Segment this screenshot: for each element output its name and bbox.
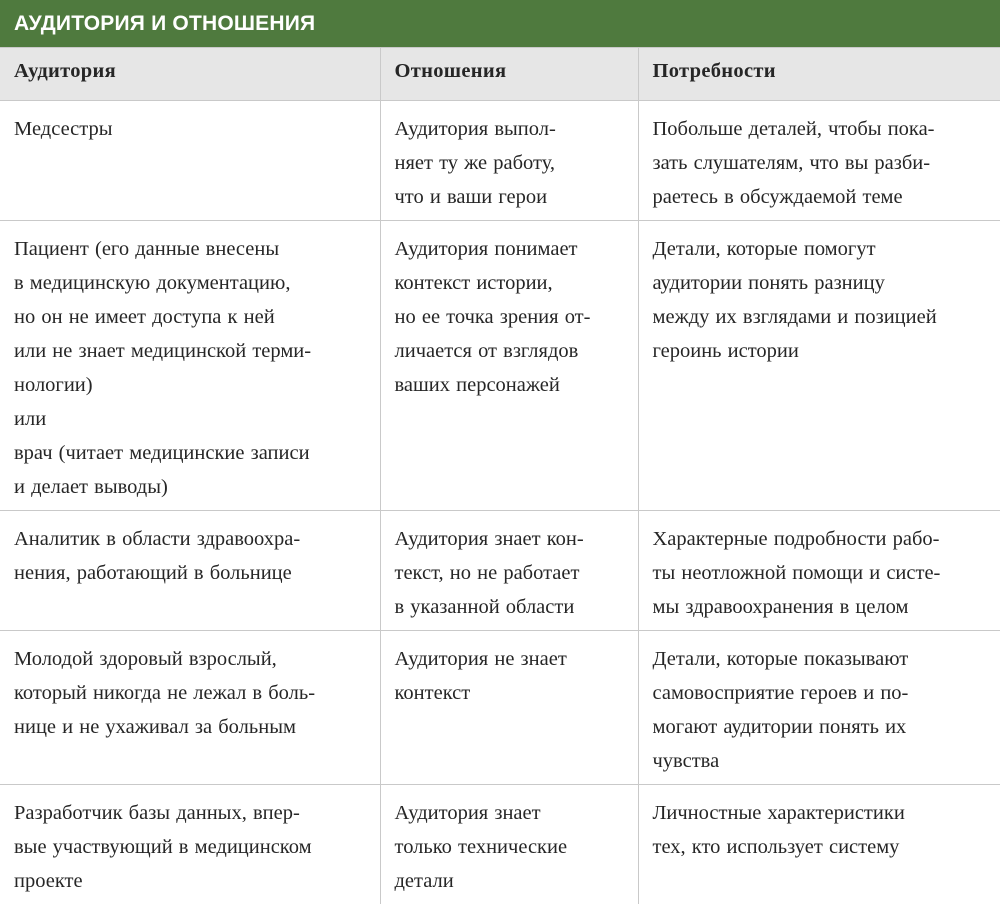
table-title: АУДИТОРИЯ И ОТНОШЕНИЯ (0, 0, 1000, 47)
cell-line: зать слушателям, что вы разби- (653, 146, 987, 180)
cell-line: детали (395, 864, 624, 898)
cell-line: контекст истории, (395, 266, 624, 300)
cell-line: в медицинскую документацию, (14, 266, 366, 300)
cell-line: аудитории понять разницу (653, 266, 987, 300)
relation-cell (380, 101, 638, 221)
cell-line: что и ваши герои (395, 180, 624, 214)
table-row (0, 785, 1000, 904)
table-row (0, 511, 1000, 631)
cell-line: или (14, 402, 366, 436)
column-header-audience: Аудитория (0, 48, 380, 101)
cell-line: Аналитик в области здравоохра- (14, 522, 366, 556)
cell-line: Разработчик базы данных, впер- (14, 796, 366, 830)
audience-cell (0, 785, 380, 904)
audience-cell (0, 631, 380, 785)
needs-cell (638, 221, 1000, 511)
cell-line: ваших персонажей (395, 368, 624, 402)
cell-line: Аудитория не знает (395, 642, 624, 676)
audience-cell (0, 511, 380, 631)
cell-line: могают аудитории понять их (653, 710, 987, 744)
cell-line: и делает выводы) (14, 470, 366, 504)
relation-cell (380, 511, 638, 631)
cell-line: текст, но не работает (395, 556, 624, 590)
table-row (0, 631, 1000, 785)
cell-line: Побольше деталей, чтобы пока- (653, 112, 987, 146)
column-header-relations: Отношения (380, 48, 638, 101)
audience-cell (0, 101, 380, 221)
cell-line: Пациент (его данные внесены (14, 232, 366, 266)
needs-cell (638, 511, 1000, 631)
cell-line: но ее точка зрения от- (395, 300, 624, 334)
audience-relations-table (0, 47, 1000, 904)
cell-line: Аудитория понимает (395, 232, 624, 266)
column-header-needs: Потребности (638, 48, 1000, 101)
cell-line: нения, работающий в больнице (14, 556, 366, 590)
cell-line: только технические (395, 830, 624, 864)
cell-line: Детали, которые показывают (653, 642, 987, 676)
cell-line: героинь истории (653, 334, 987, 368)
cell-line: няет ту же работу, (395, 146, 624, 180)
needs-cell (638, 101, 1000, 221)
relation-cell (380, 221, 638, 511)
relation-cell (380, 631, 638, 785)
cell-line: самовосприятие героев и по- (653, 676, 987, 710)
cell-line: Медсестры (14, 112, 366, 146)
cell-line: чувства (653, 744, 987, 778)
cell-line: Аудитория знает (395, 796, 624, 830)
cell-line: нологии) (14, 368, 366, 402)
needs-cell (638, 631, 1000, 785)
table-row (0, 221, 1000, 511)
table-row (0, 101, 1000, 221)
cell-line: Детали, которые помогут (653, 232, 987, 266)
cell-line: контекст (395, 676, 624, 710)
cell-line: мы здравоохранения в целом (653, 590, 987, 624)
cell-line: ты неотложной помощи и систе- (653, 556, 987, 590)
cell-line: Молодой здоровый взрослый, (14, 642, 366, 676)
cell-line: Характерные подробности рабо- (653, 522, 987, 556)
cell-line: тех, кто использует систему (653, 830, 987, 864)
cell-line: раетесь в обсуждаемой теме (653, 180, 987, 214)
cell-line: Личностные характеристики (653, 796, 987, 830)
cell-line: в указанной области (395, 590, 624, 624)
cell-line: вые участвующий в медицинском (14, 830, 366, 864)
relation-cell (380, 785, 638, 904)
cell-line: Аудитория знает кон- (395, 522, 624, 556)
cell-line: нице и не ухаживал за больным (14, 710, 366, 744)
cell-line: или не знает медицинской терми- (14, 334, 366, 368)
cell-line: но он не имеет доступа к ней (14, 300, 366, 334)
needs-cell (638, 785, 1000, 904)
audience-cell (0, 221, 380, 511)
cell-line: который никогда не лежал в боль- (14, 676, 366, 710)
cell-line: Аудитория выпол- (395, 112, 624, 146)
cell-line: личается от взглядов (395, 334, 624, 368)
cell-line: между их взглядами и позицией (653, 300, 987, 334)
header-row (0, 48, 1000, 101)
cell-line: проекте (14, 864, 366, 898)
cell-line: врач (читает медицинские записи (14, 436, 366, 470)
